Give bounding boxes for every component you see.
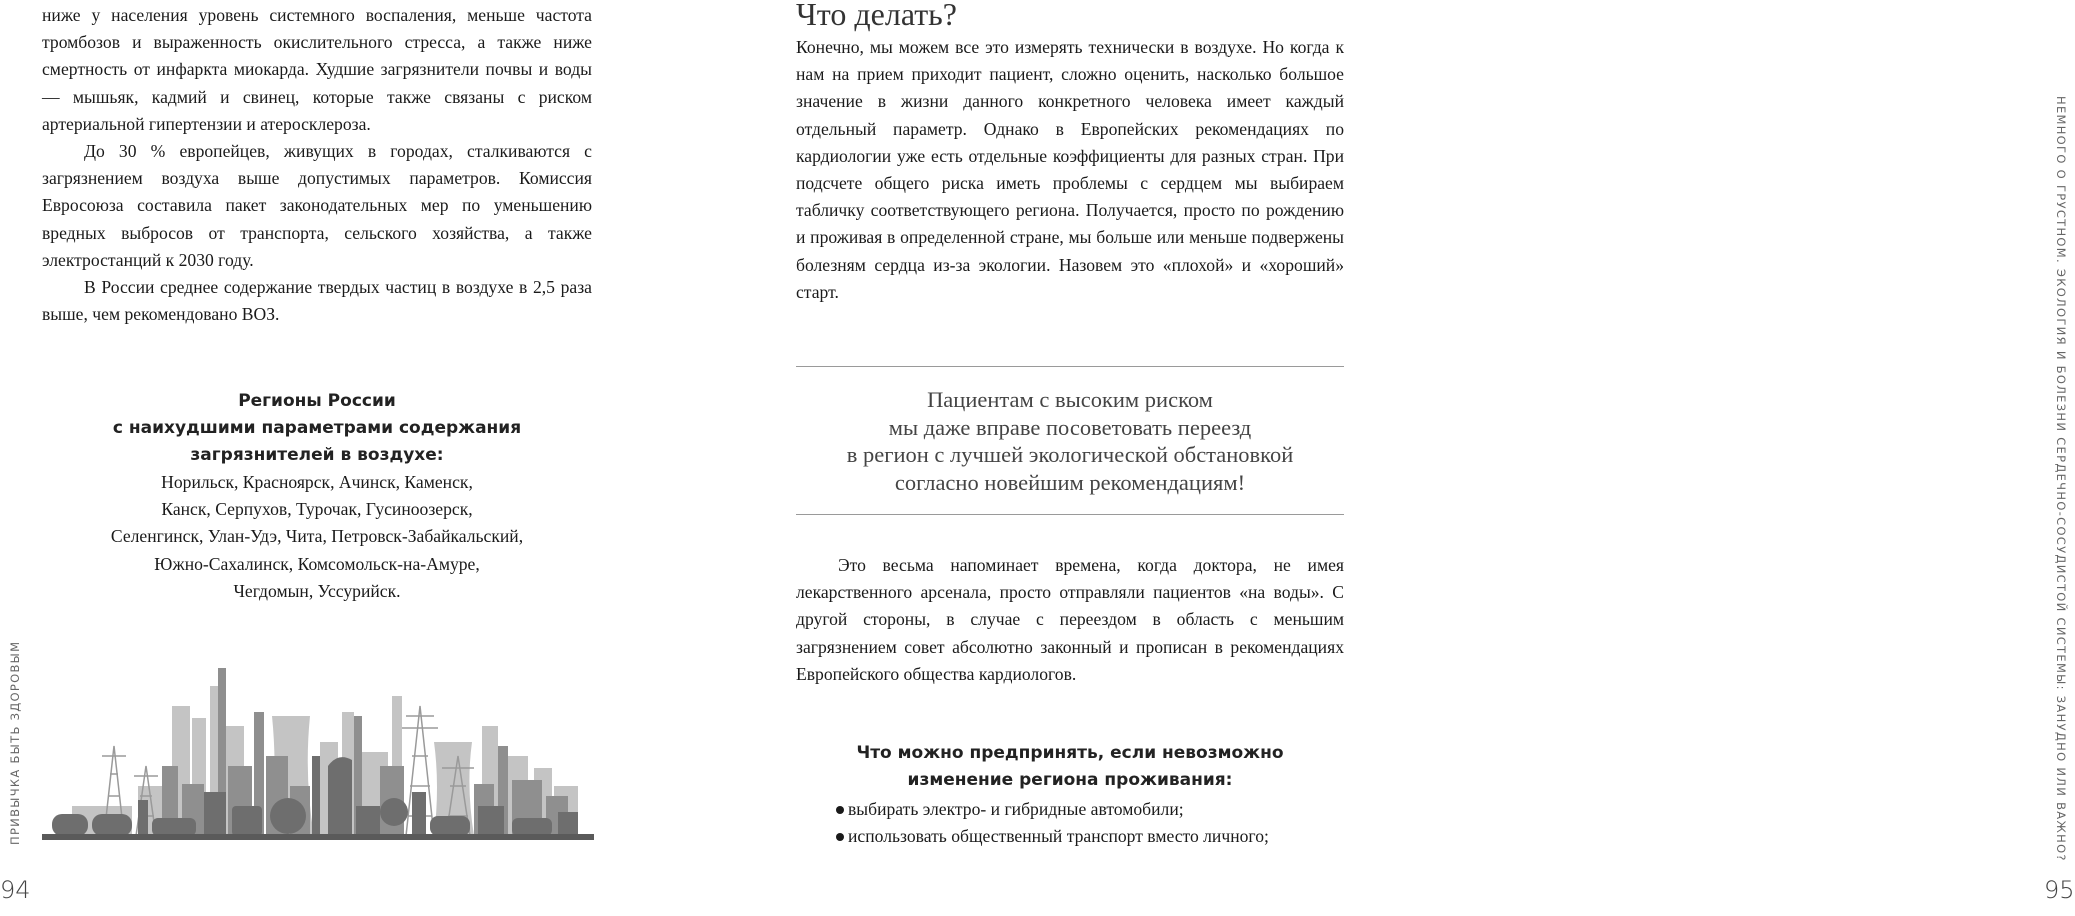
regions-title — [42, 388, 592, 469]
regions-box — [42, 388, 592, 605]
industrial-skyline-illustration — [42, 656, 594, 842]
regions-title-line: загрязнителей в воздухе: — [190, 445, 444, 465]
section-heading: Что делать? — [796, 0, 957, 32]
quote-line: согласно новейшим рекомендациям! — [894, 469, 1246, 495]
regions-line: Чегдомын, Уссурийск. — [233, 580, 401, 601]
regions-line: Селенгинск, Улан-Удэ, Чита, Петровск-Забайкальский, — [110, 526, 524, 547]
quote-line: Пациентам с высоким риском — [927, 387, 1213, 412]
quote-line: в регион с лучшей экологической обстановкой — [846, 442, 1294, 467]
intro-paragraph — [796, 34, 1344, 306]
right-page — [694, 0, 2075, 916]
paragraph-3: В России среднее содержание твердых частиц в воздухе в 2,5 раза выше, чем рекомендовано ВОЗ. — [42, 277, 592, 325]
running-head-right: НЕМНОГО О ГРУСТНОМ. ЭКОЛОГИЯ И БОЛЕЗНИ СЕРДЕЧНО-СОСУДИСТОЙ СИСТЕМЫ: ЗАНУДНО ИЛИ ВАЖНО? — [2054, 96, 2068, 862]
steps-title-line: изменение региона проживания: — [907, 770, 1233, 790]
pull-quote — [796, 386, 1344, 496]
bullet-icon — [836, 806, 844, 814]
intro-text: Конечно, мы можем все это измерять технически в воздухе. Но когда к нам на прием приходит пациент, сложно оценить, насколько большое значение в жизни данного конкретного человека имеет каждый отдельный параметр. Однако в Европейских рекомендациях по кардиологии уже есть отдельные коэффициенты для разных стран. При подсчете общего риска иметь проблемы с сердцем мы выбираем табличку соответствующего региона. Получается, просто по рождению и проживая в определенной стране, мы больше или меньше подвержены болезням сердца из-за экологии. Назовем это «плохой» и «хороший» старт. — [796, 37, 1344, 302]
quote-rule-bottom — [796, 514, 1344, 515]
left-page — [0, 0, 694, 916]
page-number-left: 94 — [0, 876, 31, 904]
bullet-icon — [836, 833, 844, 841]
running-head-left: ПРИВЫЧКА БЫТЬ ЗДОРОВЫМ — [8, 640, 22, 845]
steps-title-line: Что можно предпринять, если невозможно — [856, 743, 1284, 763]
regions-title-line: с наихудшими параметрами содержания — [112, 418, 522, 438]
list-item — [836, 796, 1269, 823]
regions-line: Норильск, Красноярск, Ачинск, Каменск, — [161, 472, 473, 492]
list-item — [836, 823, 1269, 850]
second-paragraph-text: Это весьма напоминает времена, когда доктора, не имея лекарственного арсенала, просто отправляли пациентов «на воды». С другой стороны, в случае с переездом в область с меньшим загрязнением совет абсолютно законный и прописан в рекомендациях Европейского общества кардиологов. — [796, 555, 1344, 684]
paragraph-2: До 30 % европейцев, живущих в городах, сталкиваются с загрязнением воздуха выше допустимых параметров. Комиссия Евросоюза составила пакет законодательных мер по уменьшению вредных выбросов от транспорта, сельского хозяйства, а также электростанций к 2030 году. — [42, 141, 592, 270]
paragraph-1: ниже у населения уровень системного воспаления, меньше частота тромбозов и выраженность окислительного стресса, а также ниже смертность от инфаркта миокарда. Худшие загрязнители почвы и воды — мышьяк, кадмий и свинец, которые также связаны с риском артериальной гипертензии и атеросклероза. — [42, 5, 592, 134]
steps-title — [796, 740, 1344, 794]
regions-title-line: Регионы России — [238, 391, 396, 411]
quote-rule-top — [796, 366, 1344, 367]
steps-list — [836, 796, 1269, 850]
regions-list — [42, 469, 592, 605]
regions-line: Канск, Серпухов, Турочак, Гусиноозерск, — [161, 499, 473, 520]
quote-line: мы даже вправе посоветовать переезд — [888, 414, 1252, 440]
list-item-text: использовать общественный транспорт вместо личного; — [848, 826, 1269, 847]
page-number-right: 95 — [2044, 876, 2075, 904]
second-paragraph — [796, 552, 1344, 688]
list-item-text: выбирать электро- и гибридные автомобили; — [848, 799, 1184, 819]
left-body-text — [42, 2, 592, 328]
regions-line: Южно-Сахалинск, Комсомольск-на-Амуре, — [154, 553, 480, 574]
